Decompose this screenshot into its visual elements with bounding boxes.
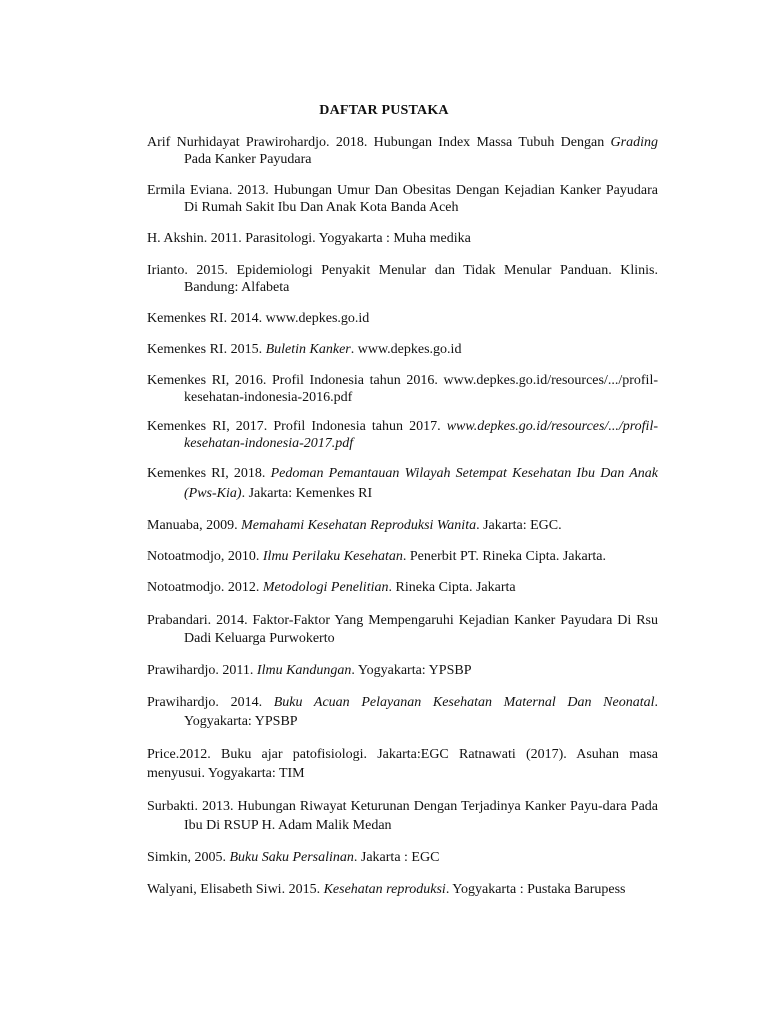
reference-text: Notoatmodjo. 2012. [147,580,263,595]
reference-title-italic: Ilmu Perilaku Kesehatan [262,549,403,564]
reference-text: . Penerbit PT. Rineka Cipta. Jakarta. [402,549,606,564]
reference-title-italic: Grading [610,135,658,150]
reference-entry [147,662,658,679]
reference-entry [147,745,658,783]
reference-text: Pada Kanker Payudara [184,152,312,167]
reference-title-italic: Kesehatan reproduksi [323,882,446,897]
reference-entry [147,612,658,648]
reference-text: . Yogyakarta : Pustaka Barupess [445,882,626,897]
reference-text: Prabandari. 2014. Faktor-Faktor Yang Mempengaruhi Kejadian Kanker Payudara Di Rsu Dadi Keluarga Purwokerto [147,613,658,646]
reference-title-italic: Pedoman Pemantauan Wilayah Setempat Kesehatan Ibu Dan Anak (Pws-Kia) [184,466,658,501]
reference-text: Price.2012. Buku ajar patofisiologi. Jakarta:EGC Ratnawati (2017). Asuhan masa menyusui. Yogyakarta: TIM [147,747,658,781]
reference-title-italic: www.depkes.go.id/resources/.../profil-kesehatan-indonesia-2017.pdf [184,419,658,451]
reference-entry [147,693,658,731]
reference-text: Arif Nurhidayat Prawirohardjo. 2018. Hubungan Index Massa Tubuh Dengan [147,135,611,150]
reference-text: . Jakarta : EGC [353,850,440,865]
reference-title-italic: Ilmu Kandungan [256,663,352,678]
reference-text: Notoatmodjo, 2010. [147,549,263,564]
reference-list [147,134,658,899]
reference-title-italic: Buletin Kanker [265,342,351,357]
reference-text: . Jakarta: Kemenkes RI [241,486,373,501]
reference-text: Kemenkes RI. 2015. [147,342,266,357]
reference-entry [147,262,658,296]
reference-text: Prawihardjo. 2014. [147,695,274,710]
reference-text: Surbakti. 2013. Hubungan Riwayat Keturunan Dengan Terjadinya Kanker Payu-dara Pada Ibu Di RSUP H. Adam Malik Medan [147,799,658,833]
reference-entry [147,579,658,596]
reference-entry [147,849,658,866]
reference-text: . Rineka Cipta. Jakarta [388,580,516,595]
reference-title-italic: Memahami Kesehatan Reproduksi Wanita [241,518,477,533]
reference-entry [147,230,658,247]
reference-entry [147,548,658,565]
reference-text: Kemenkes RI. 2014. www.depkes.go.id [147,311,370,326]
reference-entry [147,464,658,504]
reference-text: Irianto. 2015. Epidemiologi Penyakit Menular dan Tidak Menular Panduan. Klinis. Bandung: Alfabeta [147,263,658,295]
reference-text: H. Akshin. 2011. Parasitologi. Yogyakarta : Muha medika [147,231,471,246]
reference-entry [147,310,658,327]
reference-text: Ermila Eviana. 2013. Hubungan Umur Dan Obesitas Dengan Kejadian Kanker Payudara Di Rumah Sakit Ibu Dan Anak Kota Banda Aceh [147,183,658,215]
reference-title-italic: Metodologi Penelitian [262,580,389,595]
reference-text: Kemenkes RI, 2016. Profil Indonesia tahun 2016. www.depkes.go.id/resources/.../profil-kesehatan-indonesia-2016.pdf [147,373,658,405]
reference-entry [147,134,658,168]
reference-entry [147,372,658,406]
reference-text: Simkin, 2005. [147,850,230,865]
reference-text: . Yogyakarta: YPSBP [351,663,472,678]
reference-text: Kemenkes RI, 2017. Profil Indonesia tahun 2017. [147,419,447,434]
reference-entry [147,341,658,358]
page-title: DAFTAR PUSTAKA [319,103,449,118]
reference-title-italic: Buku Acuan Pelayanan Kesehatan Maternal Dan Neonatal [273,695,655,710]
reference-text: Kemenkes RI, 2018. [147,466,271,481]
reference-text: . www.depkes.go.id [350,342,462,357]
reference-text: Walyani, Elisabeth Siwi. 2015. [147,882,324,897]
reference-entry [147,797,658,835]
reference-text: Manuaba, 2009. [147,518,242,533]
reference-entry [147,517,658,534]
reference-text: . Yogyakarta: YPSBP [184,695,658,729]
reference-entry [147,418,658,452]
reference-entry [147,880,658,899]
reference-entry [147,182,658,216]
reference-text: Prawihardjo. 2011. [147,663,257,678]
reference-text: . Jakarta: EGC. [476,518,562,533]
reference-title-italic: Buku Saku Persalinan [229,850,354,865]
